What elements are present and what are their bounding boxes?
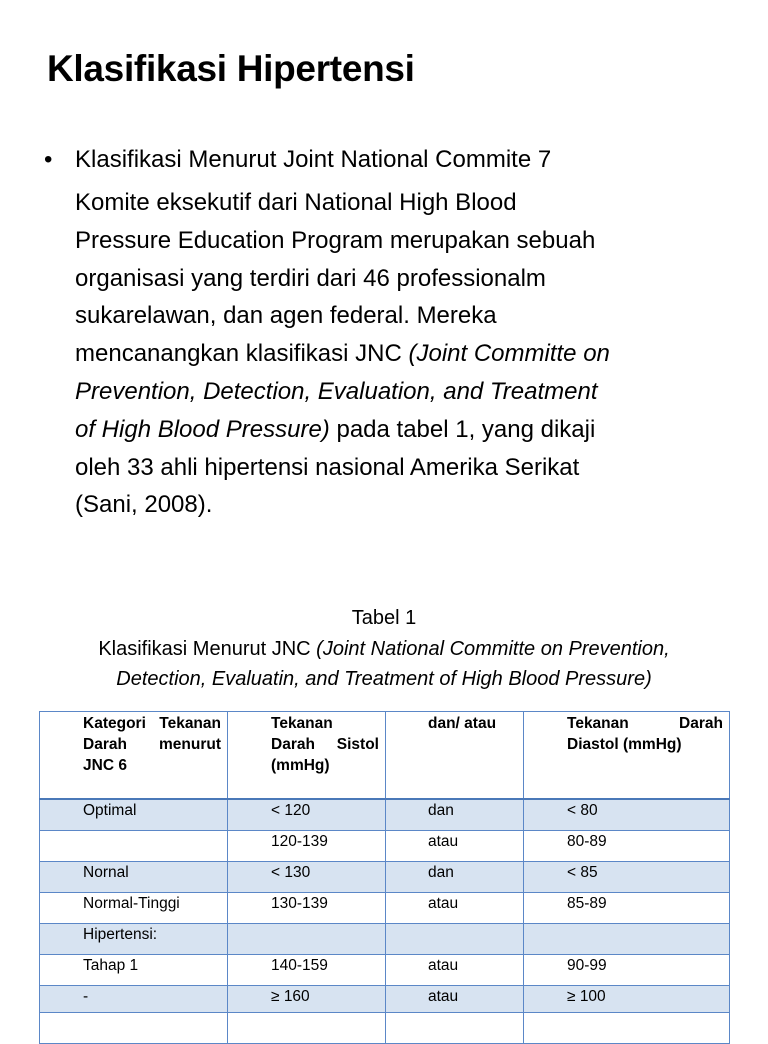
cell-conjunction: atau: [386, 831, 524, 862]
classification-table: [39, 711, 730, 1044]
table-caption-subtitle: Detection, Evaluatin, and Treatment of High Blood Pressure): [116, 668, 652, 690]
cell-systolic: 130-139: [228, 893, 386, 924]
cell-conjunction: atau: [386, 986, 524, 1013]
paragraph-text: pada tabel 1, yang dikaji: [329, 415, 596, 443]
cell-diastolic: 80-89: [524, 831, 730, 862]
description-paragraph: [75, 184, 715, 524]
paragraph-line: Prevention, Detection, Evaluation, and Treatment: [75, 377, 598, 405]
cell-diastolic: < 80: [524, 799, 730, 831]
cell-conjunction: [386, 924, 524, 955]
header-text: Diastol (mmHg): [567, 736, 682, 753]
cell-systolic: < 120: [228, 799, 386, 831]
cell-category: [40, 831, 228, 862]
cell-diastolic: [524, 924, 730, 955]
table-row: [40, 893, 730, 924]
cell-systolic: < 130: [228, 862, 386, 893]
paragraph-line: [75, 411, 715, 449]
paragraph-line: organisasi yang terdiri dari 46 professionalm: [75, 264, 546, 292]
bullet-content: [44, 141, 724, 524]
cell-category: Tahap 1: [40, 955, 228, 986]
cell-systolic: 140-159: [228, 955, 386, 986]
header-text: dan/ atau: [428, 715, 497, 732]
cell-conjunction: dan: [386, 862, 524, 893]
paragraph-line: sukarelawan, dan agen federal. Mereka: [75, 302, 497, 330]
cell-diastolic: ≥ 100: [524, 986, 730, 1013]
cell-systolic: [228, 1013, 386, 1044]
cell-category: [40, 1013, 228, 1044]
table-header-row: [40, 712, 730, 800]
cell-diastolic: [524, 1013, 730, 1044]
paragraph-line: Pressure Education Program merupakan sebuah: [75, 226, 596, 254]
paragraph-italic-text: (Joint Committe on: [408, 340, 610, 368]
header-text: Darah Sistol: [271, 736, 379, 753]
header-systolic: [228, 712, 386, 800]
cell-diastolic: 90-99: [524, 955, 730, 986]
caption-text: Klasifikasi Menurut JNC: [98, 638, 317, 660]
table-row: [40, 1013, 730, 1044]
header-text: Kategori Tekanan: [83, 715, 221, 732]
header-text: Tekanan Darah: [567, 715, 723, 732]
cell-conjunction: [386, 1013, 524, 1044]
caption-italic-text: (Joint National Committe on Prevention,: [316, 638, 670, 660]
cell-conjunction: dan: [386, 799, 524, 831]
cell-category: Optimal: [40, 799, 228, 831]
bullet-text: Klasifikasi Menurut Joint National Commite 7: [75, 146, 552, 173]
table-caption-label: Tabel 1: [351, 607, 417, 629]
table-row: [40, 862, 730, 893]
slide-title: Klasifikasi Hipertensi: [47, 48, 415, 89]
header-conjunction: [386, 712, 524, 800]
cell-systolic: [228, 924, 386, 955]
cell-systolic: ≥ 160: [228, 986, 386, 1013]
table-row: [40, 955, 730, 986]
header-text: JNC 6: [83, 757, 127, 774]
header-category: [40, 712, 228, 800]
bullet-item: [44, 141, 724, 178]
cell-diastolic: < 85: [524, 862, 730, 893]
cell-conjunction: atau: [386, 955, 524, 986]
table-row: [40, 831, 730, 862]
paragraph-line: (Sani, 2008).: [75, 491, 213, 519]
cell-category: -: [40, 986, 228, 1013]
cell-category: Normal-Tinggi: [40, 893, 228, 924]
cell-systolic: 120-139: [228, 831, 386, 862]
paragraph-text: mencanangkan klasifikasi JNC: [75, 340, 409, 368]
table-caption-title: [30, 634, 738, 665]
cell-diastolic: 85-89: [524, 893, 730, 924]
cell-conjunction: atau: [386, 893, 524, 924]
header-text: Tekanan: [271, 715, 333, 732]
table-row: [40, 924, 730, 955]
paragraph-line: Komite eksekutif dari National High Blood: [75, 189, 517, 216]
cell-category: Hipertensi:: [40, 924, 228, 955]
paragraph-line: [75, 335, 715, 373]
cell-category: Nornal: [40, 862, 228, 893]
paragraph-line: oleh 33 ahli hipertensi nasional Amerika Serikat: [75, 453, 580, 481]
header-diastolic: [524, 712, 730, 800]
table-row: [40, 799, 730, 831]
table-row: [40, 986, 730, 1013]
header-text: Darah menurut: [83, 736, 221, 753]
paragraph-italic-text: of High Blood Pressure): [75, 415, 330, 443]
bullet-icon: •: [44, 146, 53, 173]
header-text: (mmHg): [271, 757, 330, 774]
